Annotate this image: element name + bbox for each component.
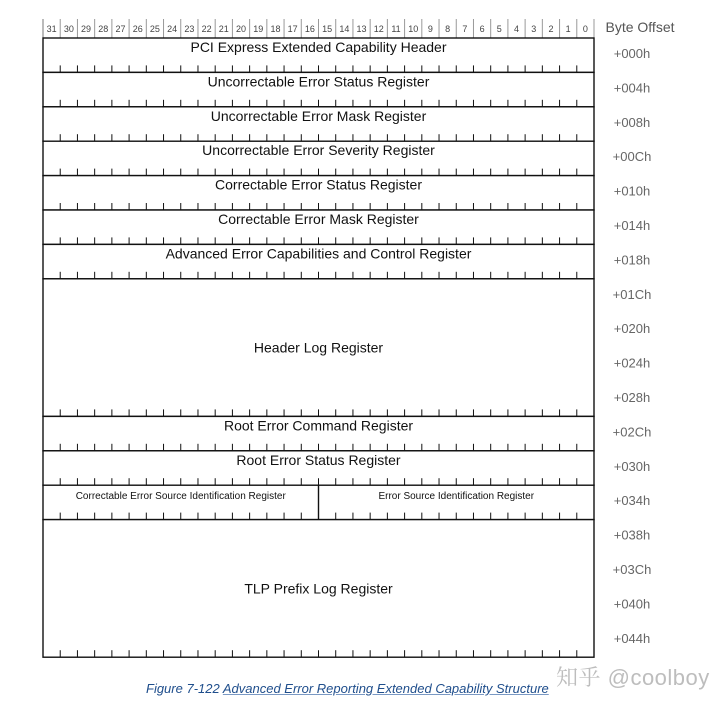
bit-number-label: 20 xyxy=(236,24,247,34)
register-field-label: Error Source Identification Register xyxy=(378,491,535,503)
byte-offset-label: +014h xyxy=(613,218,651,233)
bit-number-label: 4 xyxy=(514,24,520,34)
byte-offset-header: Byte Offset xyxy=(605,19,675,35)
register-label: Uncorrectable Error Severity Register xyxy=(202,142,435,159)
byte-offset-label: +030h xyxy=(613,458,651,474)
figure-title: Advanced Error Reporting Extended Capability Structure xyxy=(222,681,549,696)
bit-number-label: 9 xyxy=(427,24,433,34)
register-block xyxy=(43,244,594,278)
byte-offset-label: +038h xyxy=(613,527,651,543)
byte-offset-label: +024h xyxy=(613,355,651,371)
bit-number-label: 23 xyxy=(184,24,195,34)
register-block xyxy=(43,485,594,519)
bit-number-label: 22 xyxy=(201,24,212,34)
figure-caption xyxy=(146,681,549,696)
bit-number-label: 15 xyxy=(322,24,333,34)
byte-offset-label: +01Ch xyxy=(612,286,652,302)
byte-offset-label: +010h xyxy=(613,183,651,199)
byte-offset-label: +004h xyxy=(613,80,651,96)
byte-offset-label: +044h xyxy=(613,630,651,646)
register-block xyxy=(43,279,594,417)
bit-number-label: 16 xyxy=(304,24,315,34)
register-label: Uncorrectable Error Status Register xyxy=(207,73,430,90)
register-block xyxy=(43,38,594,72)
register-block xyxy=(43,141,594,175)
register-label: PCI Express Extended Capability Header xyxy=(190,39,447,55)
bit-number-label: 14 xyxy=(339,24,350,34)
bit-number-label: 25 xyxy=(149,24,160,34)
register-field-label: Correctable Error Source Identification Register xyxy=(75,491,286,503)
byte-offset-label: +018h xyxy=(613,252,651,268)
bit-number-label: 1 xyxy=(565,24,571,34)
bit-number-label: 31 xyxy=(46,24,57,34)
register-label: Correctable Error Mask Register xyxy=(218,211,419,227)
byte-offset-label: +03Ch xyxy=(612,562,652,577)
bit-number-label: 24 xyxy=(167,24,178,34)
bit-number-label: 2 xyxy=(548,24,554,34)
bit-number-header xyxy=(43,19,594,38)
bit-number-label: 0 xyxy=(582,24,588,34)
byte-offset-label: +00Ch xyxy=(612,149,652,165)
byte-offset-label: +000h xyxy=(613,46,651,61)
register-label: TLP Prefix Log Register xyxy=(244,580,393,597)
bit-number-label: 17 xyxy=(287,24,298,34)
register-label: Root Error Status Register xyxy=(236,451,401,468)
register-block xyxy=(43,176,594,210)
register-label: Header Log Register xyxy=(253,339,384,356)
byte-offset-label: +02Ch xyxy=(612,424,652,440)
bit-number-label: 21 xyxy=(218,24,229,34)
bit-number-label: 26 xyxy=(132,24,143,34)
bit-number-label: 12 xyxy=(373,24,384,34)
bit-number-label: 18 xyxy=(270,24,281,34)
watermark-text: 知乎 @coolboy xyxy=(556,665,710,690)
figure-number: Figure 7-122 xyxy=(146,681,220,696)
bit-number-label: 6 xyxy=(479,24,485,34)
bit-number-label: 5 xyxy=(496,24,502,34)
register-block xyxy=(43,520,594,658)
byte-offset-label: +034h xyxy=(613,493,651,509)
register-block xyxy=(43,210,594,244)
byte-offset-label: +008h xyxy=(613,114,651,130)
bit-number-label: 13 xyxy=(356,24,367,34)
register-label: Advanced Error Capabilities and Control Register xyxy=(165,245,472,262)
register-label: Root Error Command Register xyxy=(223,417,414,434)
bit-number-label: 7 xyxy=(462,24,468,34)
bit-number-label: 19 xyxy=(253,24,264,34)
bit-number-label: 28 xyxy=(98,24,109,34)
bit-number-label: 30 xyxy=(63,24,74,34)
bit-number-label: 11 xyxy=(391,24,401,34)
register-block xyxy=(43,416,594,450)
byte-offset-label: +028h xyxy=(613,390,651,405)
register-label: Uncorrectable Error Mask Register xyxy=(210,107,427,124)
register-label: Correctable Error Status Register xyxy=(215,176,422,193)
bit-number-label: 10 xyxy=(408,24,419,34)
byte-offset-label: +020h xyxy=(613,321,651,337)
register-block xyxy=(43,107,594,141)
bit-number-label: 29 xyxy=(81,24,92,34)
bit-number-label: 3 xyxy=(531,24,537,34)
register-block xyxy=(43,451,594,485)
byte-offset-label: +040h xyxy=(613,596,651,612)
bit-number-label: 8 xyxy=(445,24,451,34)
register-block xyxy=(43,72,594,106)
bit-number-label: 27 xyxy=(115,24,126,34)
